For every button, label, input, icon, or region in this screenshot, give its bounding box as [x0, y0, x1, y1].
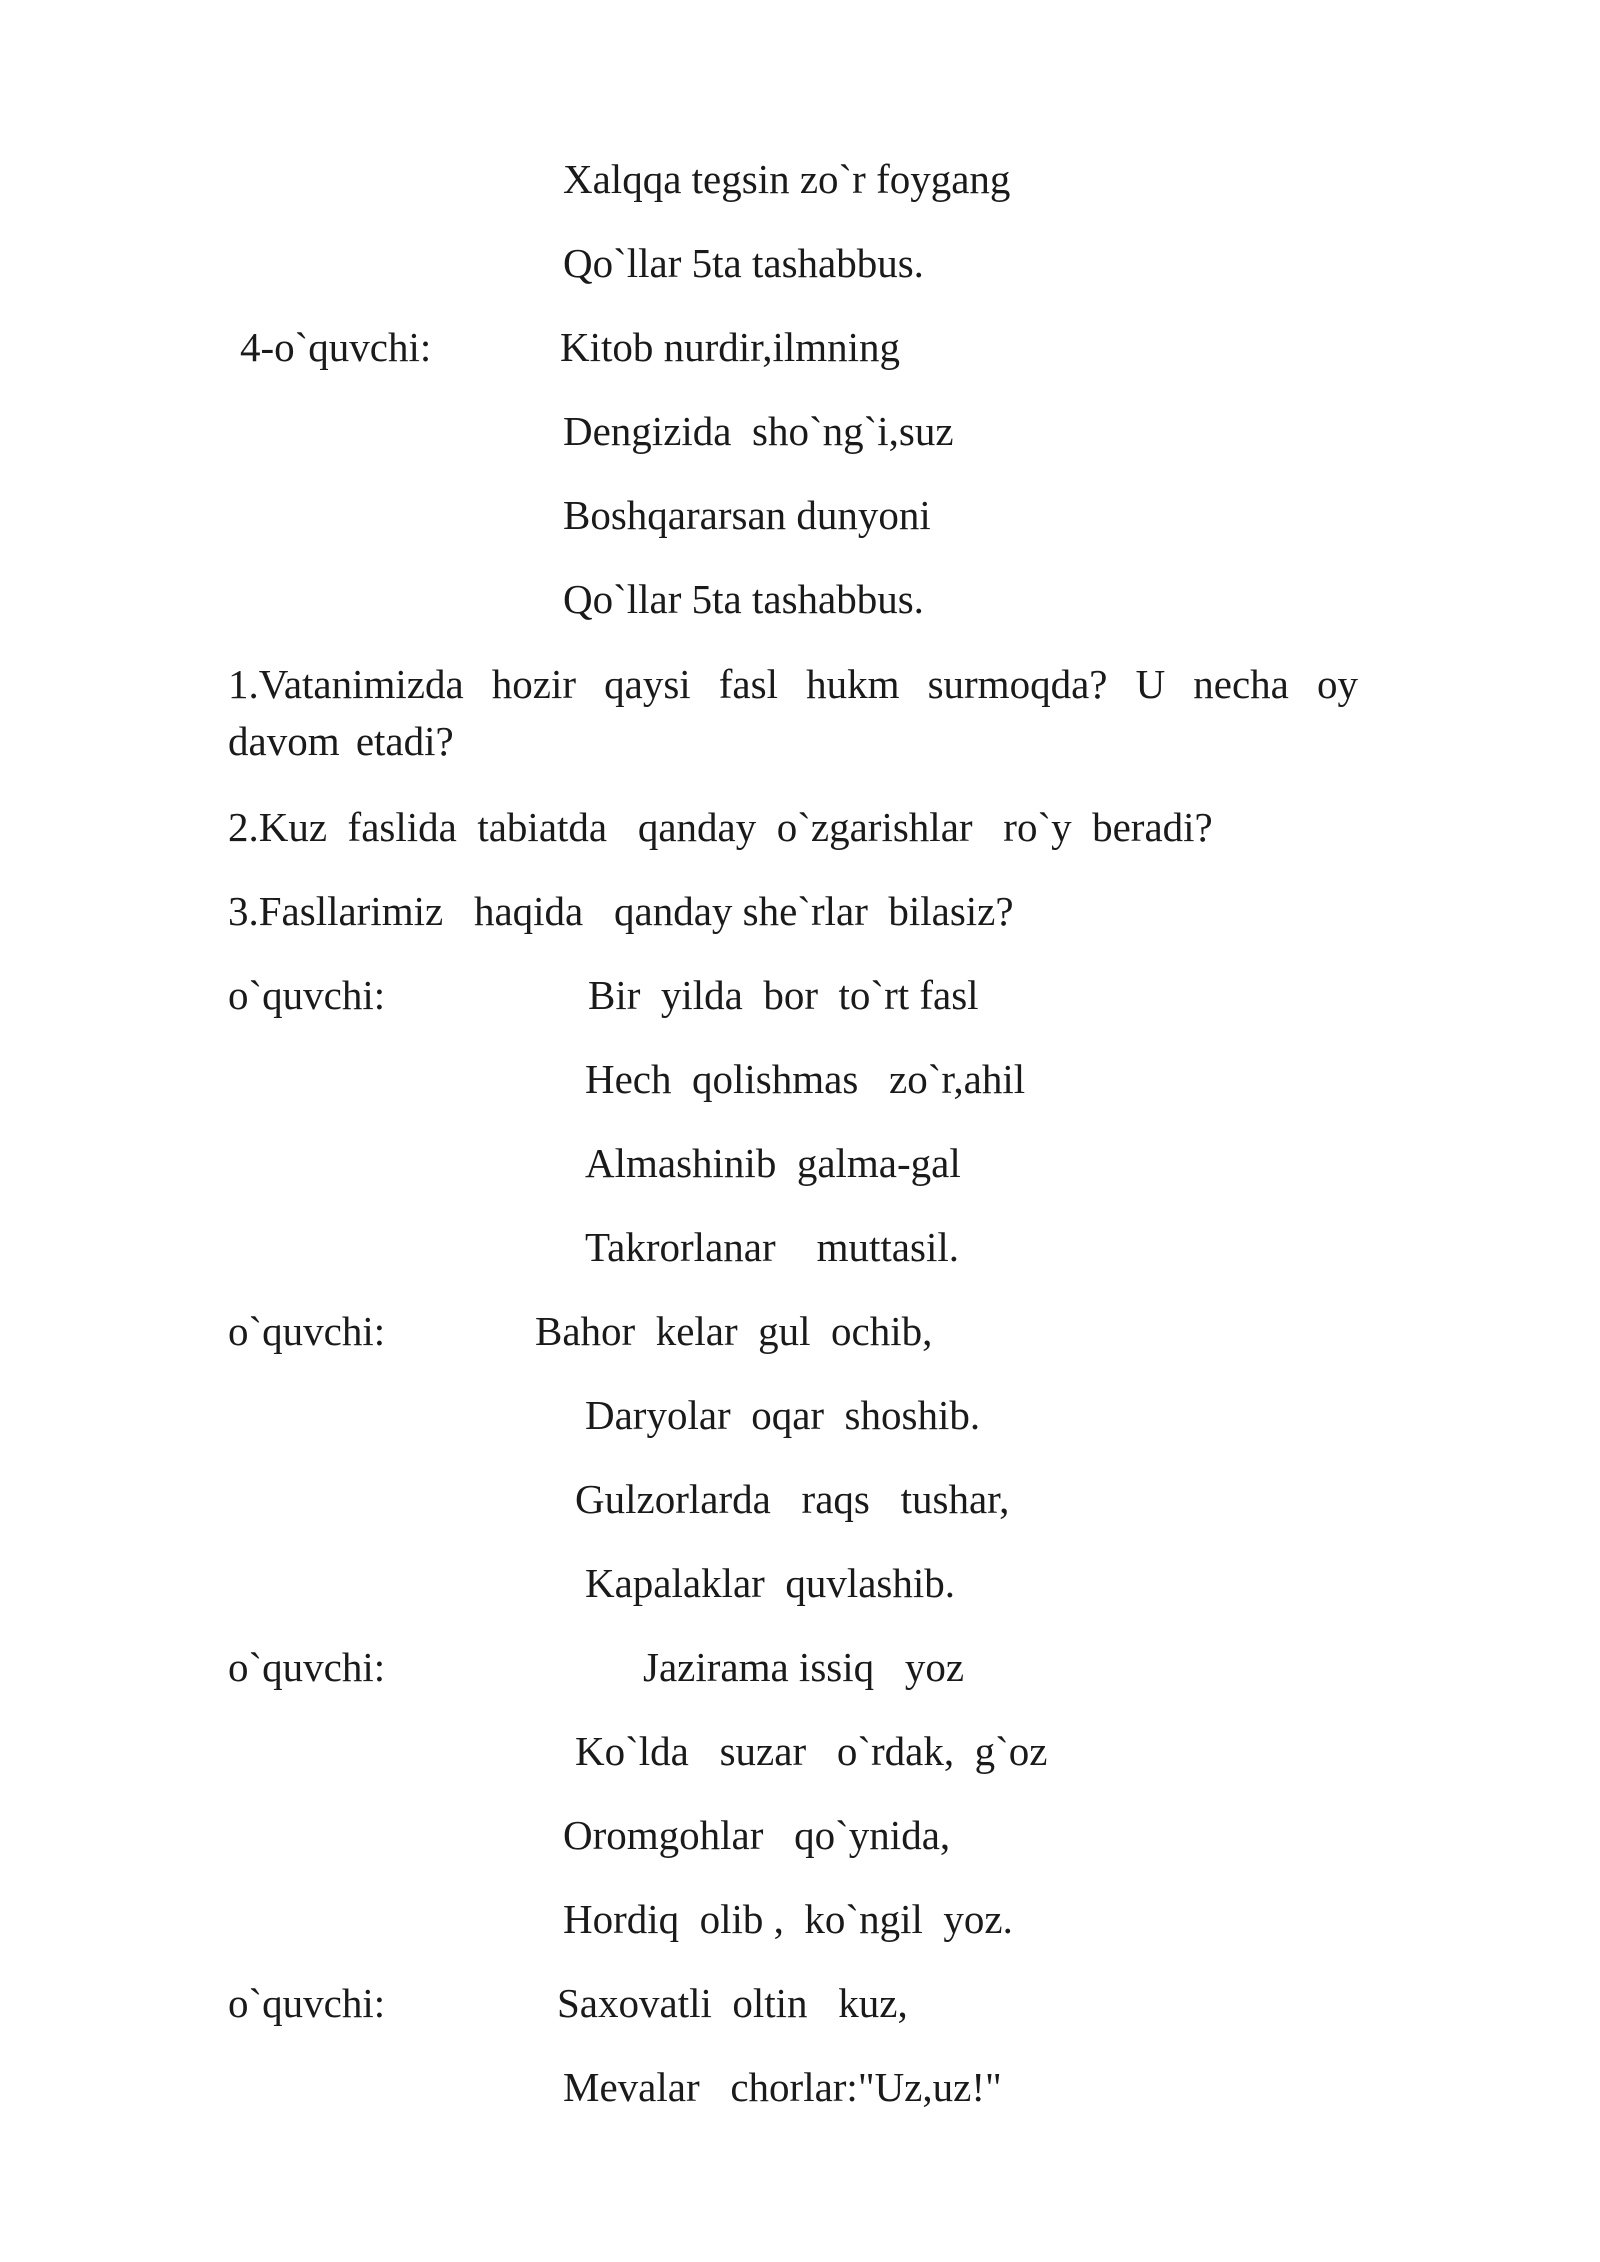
- verse-line: Bahor kelar gul ochib,: [535, 1308, 933, 1354]
- verse-line: Saxovatli oltin kuz,: [557, 1980, 908, 2026]
- speaker-label: o`quvchi:: [228, 972, 386, 1018]
- verse-line: Takrorlanar muttasil.: [585, 1224, 959, 1270]
- verse-line: Jazirama issiq yoz: [643, 1644, 965, 1690]
- verse-line: Gulzorlarda raqs tushar,: [575, 1476, 1010, 1522]
- verse-line: Oromgohlar qo`ynida,: [563, 1812, 951, 1858]
- verse-line: Ko`lda suzar o`rdak, g`oz: [575, 1728, 1048, 1774]
- poem-line: Boshqararsan dunyoni: [563, 492, 931, 538]
- speaker-label: o`quvchi:: [228, 1644, 386, 1690]
- speaker-label: o`quvchi:: [228, 1308, 386, 1354]
- verse-line: Almashinib galma-gal: [585, 1140, 961, 1186]
- speaker-label: 4-o`quvchi:: [240, 324, 432, 370]
- verse-line: Daryolar oqar shoshib.: [585, 1392, 981, 1438]
- poem-line: Dengizida sho`ng`i,suz: [563, 408, 954, 454]
- poem-line: Kitob nurdir,ilmning: [560, 324, 901, 370]
- verse-line: Bir yilda bor to`rt fasl: [588, 972, 979, 1018]
- verse-line: Mevalar chorlar:"Uz,uz!": [563, 2064, 1002, 2110]
- poem-line: Qo`llar 5ta tashabbus.: [563, 240, 924, 286]
- question-paragraph: 2.Kuz faslida tabiatda qanday o`zgarishlar ro`y beradi?: [228, 804, 1213, 850]
- question-paragraph: 3.Fasllarimiz haqida qanday she`rlar bilasiz?: [228, 888, 1014, 934]
- verse-line: Kapalaklar quvlashib.: [585, 1560, 956, 1606]
- speaker-label: o`quvchi:: [228, 1980, 386, 2026]
- verse-line: Hordiq olib , ko`ngil yoz.: [563, 1896, 1013, 1942]
- poem-line: Qo`llar 5ta tashabbus.: [563, 576, 924, 622]
- poem-line: Xalqqa tegsin zo`r foygang: [563, 156, 1011, 202]
- verse-line: Hech qolishmas zo`r,ahil: [585, 1056, 1026, 1102]
- question-paragraph: 1.Vatanimizda hozir qaysi fasl hukm surmoqda? U necha oy davom etadi?: [228, 661, 1358, 764]
